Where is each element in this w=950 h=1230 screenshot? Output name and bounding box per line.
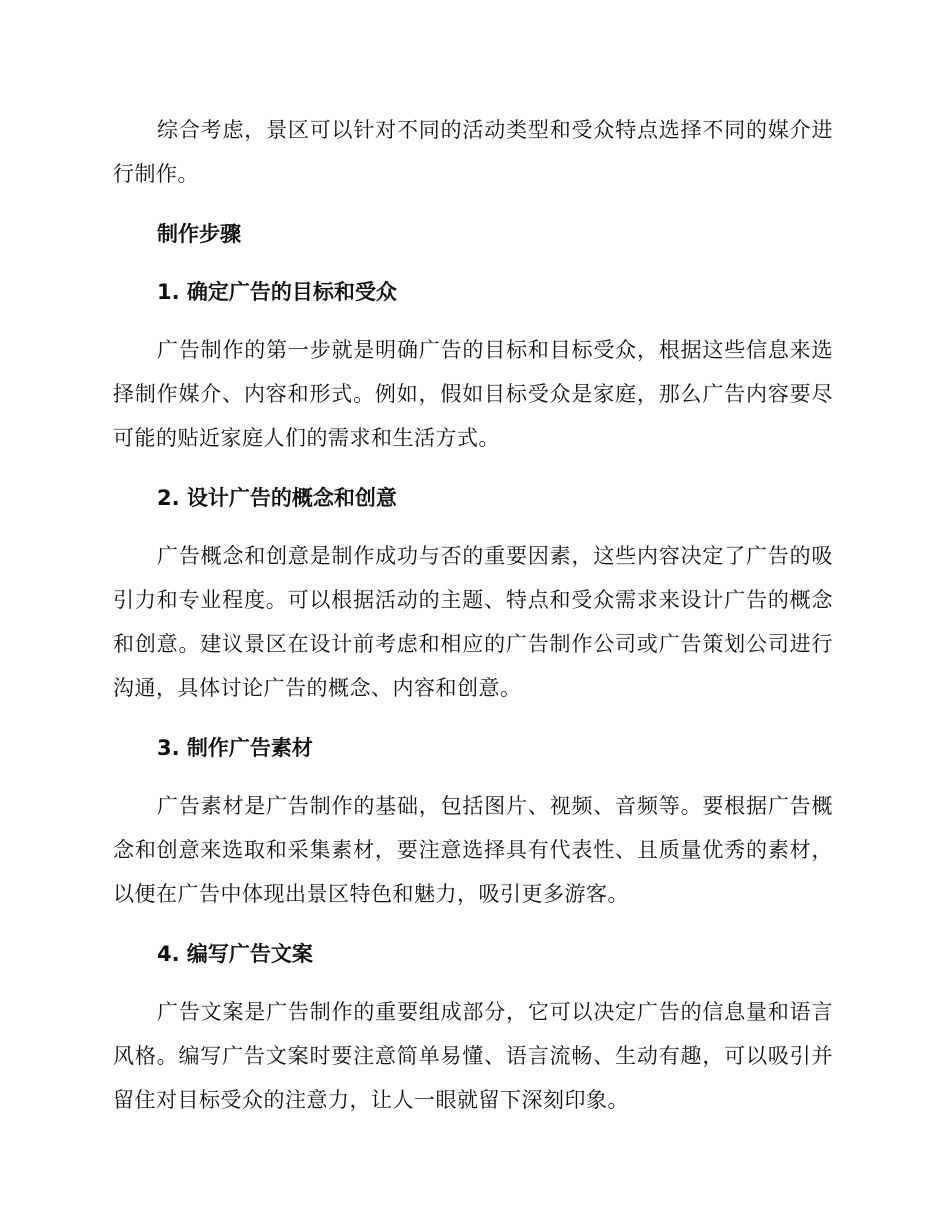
step-1-heading: 1. 确定广告的目标和受众: [157, 280, 397, 304]
step-3-heading: 3. 制作广告素材: [157, 736, 313, 760]
step-4-heading: 4. 编写广告文案: [157, 942, 313, 966]
document-page: [113, 108, 833, 1138]
step-2-heading: 2. 设计广告的概念和创意: [157, 486, 397, 510]
intro-paragraph: 综合考虑，景区可以针对不同的活动类型和受众特点选择不同的媒介进行制作。: [113, 118, 833, 186]
step-1-paragraph: 广告制作的第一步就是明确广告的目标和目标受众，根据这些信息来选择制作媒介、内容和形式。例如，假如目标受众是家庭，那么广告内容要尽可能的贴近家庭人们的需求和生活方式。: [113, 338, 833, 450]
step-3-paragraph: 广告素材是广告制作的基础，包括图片、视频、音频等。要根据广告概念和创意来选取和采集素材，要注意选择具有代表性、且质量优秀的素材，以便在广告中体现出景区特色和魅力，吸引更多游客。: [113, 794, 833, 906]
step-2-paragraph: 广告概念和创意是制作成功与否的重要因素，这些内容决定了广告的吸引力和专业程度。可以根据活动的主题、特点和受众需求来设计广告的概念和创意。建议景区在设计前考虑和相应的广告制作公司或广告策划公司进行沟通，具体讨论广告的概念、内容和创意。: [113, 544, 833, 700]
section-title: 制作步骤: [157, 222, 241, 246]
step-4-paragraph: 广告文案是广告制作的重要组成部分，它可以决定广告的信息量和语言风格。编写广告文案时要注意简单易懂、语言流畅、生动有趣，可以吸引并留住对目标受众的注意力，让人一眼就留下深刻印象。: [113, 1000, 833, 1112]
